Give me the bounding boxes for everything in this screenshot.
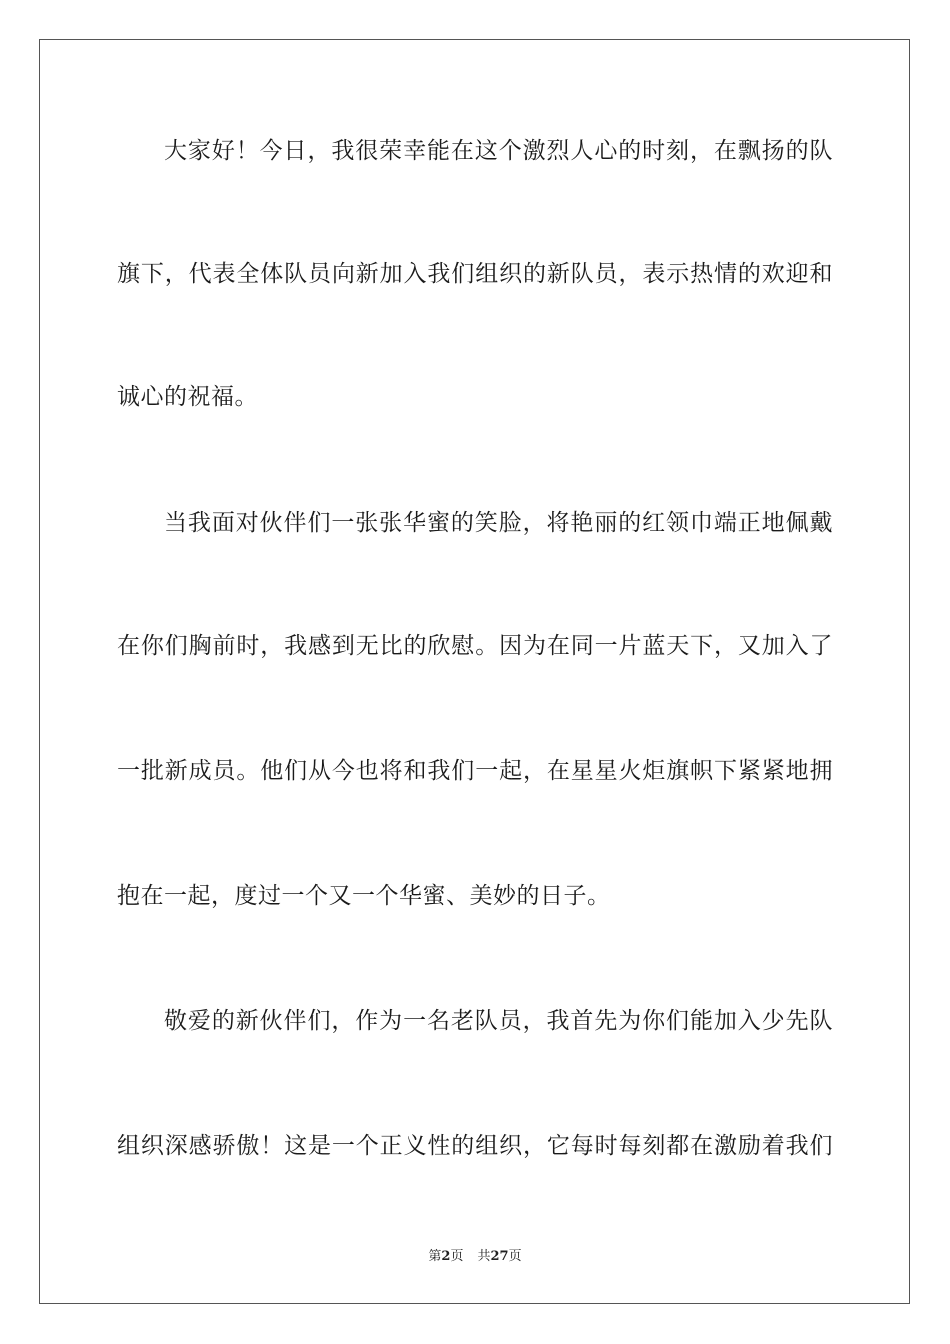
paragraph-2-line-4: 抱在一起，度过一个又一个华蜜、美妙的日子。	[117, 883, 611, 909]
paragraph-1-line-1: 大家好！今日，我很荣幸能在这个激烈人心的时刻，在飘扬的队	[164, 138, 833, 164]
page-number: 2	[441, 1249, 451, 1264]
total-label-suffix: 页	[508, 1249, 522, 1264]
paragraph-2-line-2: 在你们胸前时，我感到无比的欣慰。因为在同一片蓝天下，又加入了	[117, 633, 833, 659]
page-border	[39, 39, 910, 1304]
paragraph-1-line-2: 旗下，代表全体队员向新加入我们组织的新队员，表示热情的欢迎和	[117, 261, 833, 287]
total-label-prefix: 共	[477, 1249, 491, 1264]
paragraph-3-line-1: 敬爱的新伙伴们，作为一名老队员，我首先为你们能加入少先队	[164, 1008, 833, 1034]
page-label-suffix: 页	[450, 1249, 464, 1264]
page-footer	[0, 1247, 950, 1267]
total-pages: 27	[490, 1249, 509, 1264]
paragraph-2-line-3: 一批新成员。他们从今也将和我们一起，在星星火炬旗帜下紧紧地拥	[117, 758, 833, 784]
page-label-prefix: 第	[428, 1249, 442, 1264]
paragraph-2-line-1: 当我面对伙伴们一张张华蜜的笑脸，将艳丽的红领巾端正地佩戴	[164, 510, 833, 536]
paragraph-1-line-3: 诚心的祝福。	[117, 384, 258, 410]
paragraph-3-line-2: 组织深感骄傲！这是一个正义性的组织，它每时每刻都在激励着我们	[117, 1133, 833, 1159]
